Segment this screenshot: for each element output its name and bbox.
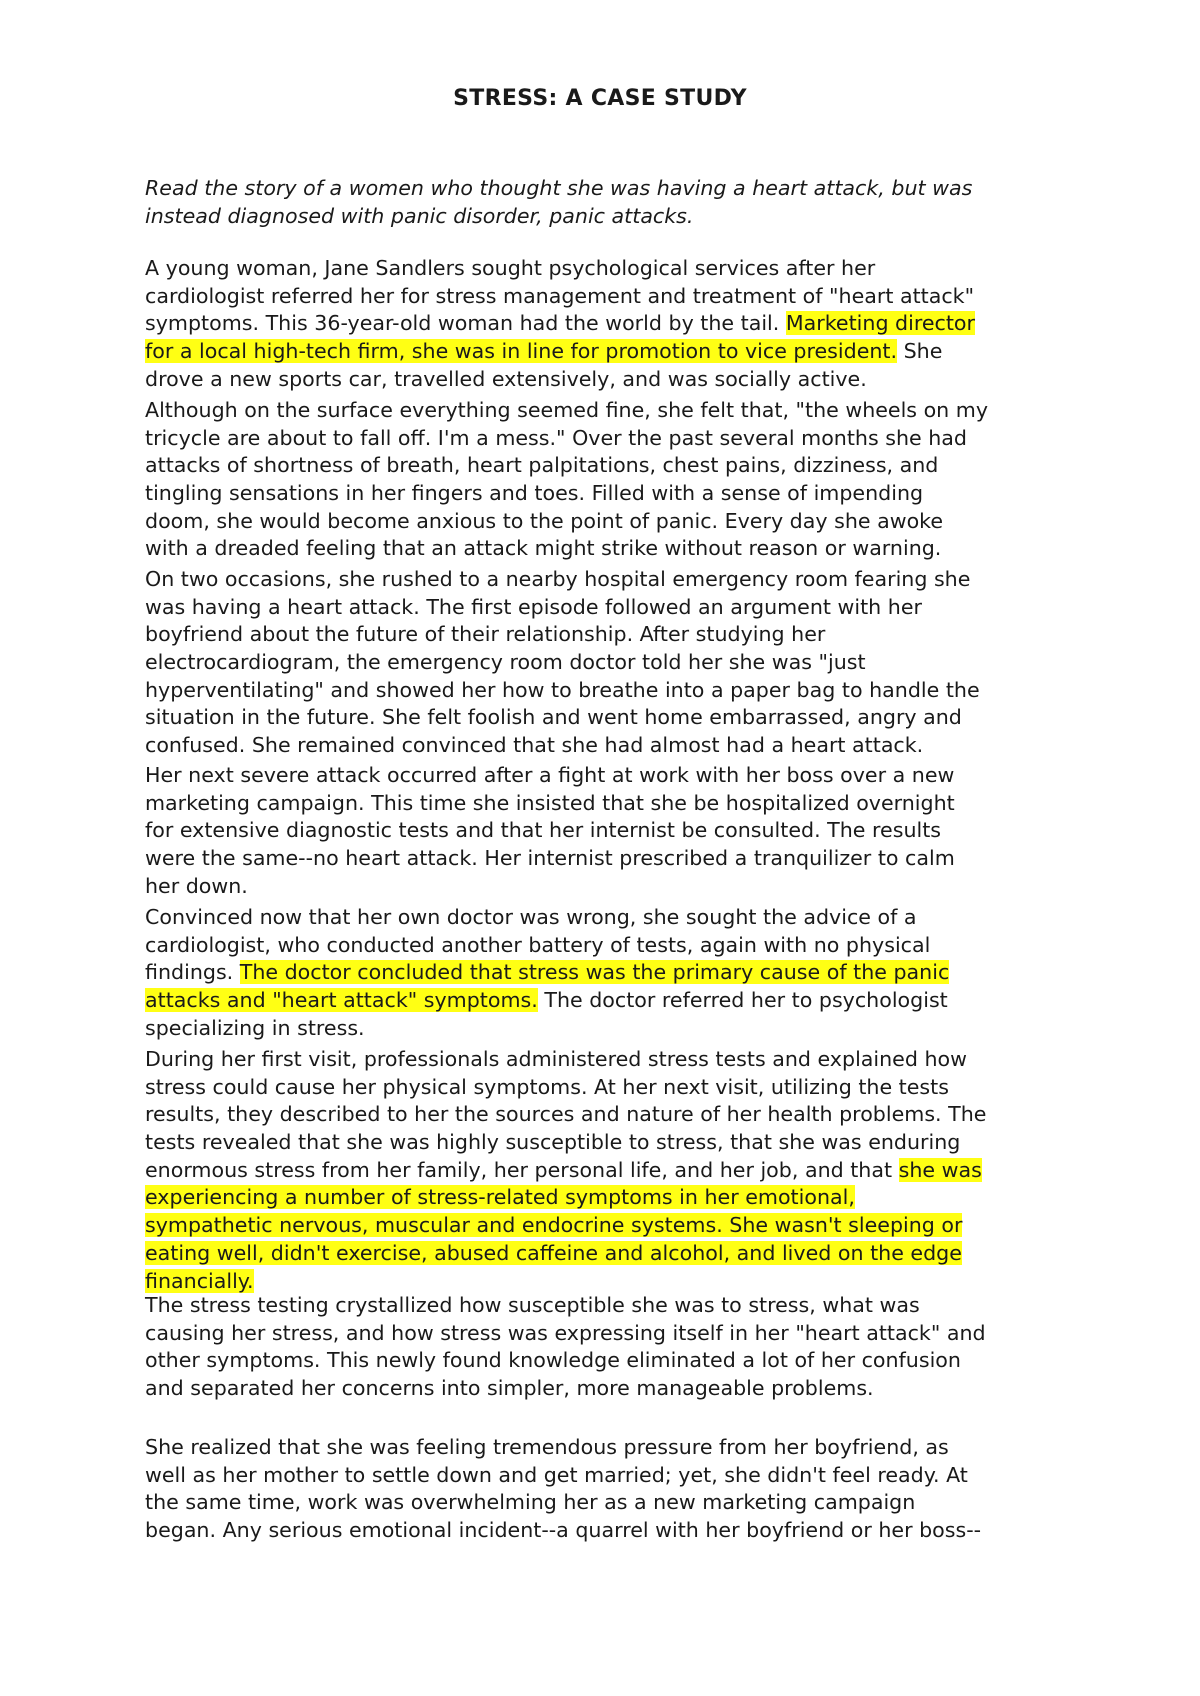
paragraph-line: [145, 366, 1075, 394]
paragraph-line: [145, 1434, 1075, 1462]
text-run: specializing in stress.: [145, 1015, 365, 1040]
paragraph-line: [145, 1375, 1075, 1403]
intro-paragraph: [145, 175, 1075, 230]
paragraph-line: [145, 959, 1075, 987]
text-run: findings.: [145, 960, 240, 985]
paragraph-line: [145, 535, 1075, 563]
text-run: confused. She remained convinced that she had almost had a heart attack.: [145, 733, 924, 758]
text-run: the same time, work was overwhelming her as a new marketing campaign: [145, 1490, 916, 1515]
highlighted-text: financially.: [145, 1268, 254, 1293]
text-run: with a dreaded feeling that an attack might strike without reason or warning.: [145, 536, 942, 561]
text-run: hyperventilating" and showed her how to breathe into a paper bag to handle the: [145, 677, 980, 702]
text-run: On two occasions, she rushed to a nearby hospital emergency room fearing she: [145, 567, 971, 591]
text-run: marketing campaign. This time she insisted that she be hospitalized overnight: [145, 790, 955, 815]
paragraph-line: [145, 732, 1075, 760]
paragraph-line: [145, 1517, 1075, 1545]
paragraph-line: [145, 1074, 1075, 1102]
text-run: for extensive diagnostic tests and that her internist be consulted. The results: [145, 818, 942, 843]
text-run: was having a heart attack. The first episode followed an argument with her: [145, 594, 922, 619]
text-run: stress could cause her physical symptoms. At her next visit, utilizing the tests: [145, 1074, 949, 1099]
text-run: well as her mother to settle down and get married; yet, she didn't feel ready. At: [145, 1462, 968, 1487]
text-run: and separated her concerns into simpler, more manageable problems.: [145, 1376, 874, 1401]
text-run: cardiologist referred her for stress management and treatment of "heart attack": [145, 283, 975, 308]
paragraph-line: [145, 1489, 1075, 1517]
text-run: began. Any serious emotional incident--a quarrel with her boyfriend or her boss--: [145, 1518, 982, 1543]
text-run: A young woman, Jane Sandlers sought psychological services after her: [145, 256, 876, 280]
paragraph-line: [145, 310, 1075, 338]
body-paragraph: [145, 762, 1075, 900]
paragraph-line: [145, 873, 1075, 901]
text-run: During her first visit, professionals administered stress tests and explained how: [145, 1047, 967, 1071]
paragraph-line: [145, 845, 1075, 873]
paragraph-line: [145, 480, 1075, 508]
text-run: The stress testing crystallized how susceptible she was to stress, what was: [145, 1293, 920, 1317]
body-paragraph: [145, 1046, 1075, 1295]
body-paragraph: [145, 566, 1075, 760]
paragraph-line: [145, 594, 1075, 622]
highlighted-text: experiencing a number of stress-related symptoms in her emotional,: [145, 1185, 855, 1210]
paragraph-line: [145, 817, 1075, 845]
text-run: other symptoms. This newly found knowledge eliminated a lot of her confusion: [145, 1348, 961, 1373]
paragraph-line: [145, 1184, 1075, 1212]
paragraph-line: [145, 1157, 1075, 1185]
paragraph-line: [145, 1292, 1075, 1320]
text-run: symptoms. This 36-year-old woman had the world by the tail.: [145, 311, 786, 336]
paragraph-line: [145, 932, 1075, 960]
body-paragraph: [145, 397, 1075, 563]
text-run: tests revealed that she was highly susceptible to stress, that she was enduring: [145, 1130, 961, 1155]
paragraph-line: [145, 1212, 1075, 1240]
highlighted-text: eating well, didn't exercise, abused caffeine and alcohol, and lived on the edge: [145, 1240, 962, 1265]
paragraph-line: [145, 566, 1075, 594]
highlighted-text: Marketing director: [785, 311, 975, 336]
text-run: electrocardiogram, the emergency room doctor told her she was "just: [145, 650, 866, 675]
text-run: Her next severe attack occurred after a fight at work with her boss over a new: [145, 763, 955, 787]
paragraph-line: [145, 1240, 1075, 1268]
paragraph-line: [145, 255, 1075, 283]
highlighted-text: for a local high-tech firm, she was in line for promotion to vice president.: [145, 339, 898, 364]
text-run: tingling sensations in her fingers and toes. Filled with a sense of impending: [145, 481, 924, 506]
text-run: doom, she would become anxious to the point of panic. Every day she awoke: [145, 508, 944, 533]
text-run: situation in the future. She felt foolish and went home embarrassed, angry and: [145, 705, 962, 730]
paragraph-line: [145, 1462, 1075, 1490]
highlighted-text: attacks and "heart attack" symptoms.: [145, 988, 538, 1013]
highlighted-text: she was: [898, 1157, 982, 1182]
paragraph-line: [145, 790, 1075, 818]
paragraph-line: [145, 904, 1075, 932]
paragraph-line: [145, 649, 1075, 677]
text-run: attacks of shortness of breath, heart palpitations, chest pains, dizziness, and: [145, 453, 939, 478]
intro-line: instead diagnosed with panic disorder, panic attacks.: [145, 203, 694, 228]
document-title: STRESS: A CASE STUDY: [453, 86, 747, 111]
text-run: drove a new sports car, travelled extensively, and was socially active.: [145, 366, 867, 391]
paragraph-line: [145, 425, 1075, 453]
text-run: her down.: [145, 873, 248, 898]
paragraph-line: [145, 1015, 1075, 1043]
text-run: causing her stress, and how stress was expressing itself in her "heart attack" and: [145, 1320, 986, 1345]
body-paragraph: [145, 255, 1075, 393]
paragraph-line: [145, 1046, 1075, 1074]
paragraph-line: [145, 452, 1075, 480]
body-paragraph: [145, 1434, 1075, 1545]
paragraph-line: [145, 677, 1075, 705]
paragraph-line: [145, 283, 1075, 311]
text-run: Convinced now that her own doctor was wrong, she sought the advice of a: [145, 905, 917, 929]
text-run: She realized that she was feeling tremendous pressure from her boyfriend, as: [145, 1435, 949, 1459]
text-run: were the same--no heart attack. Her internist prescribed a tranquilizer to calm: [145, 846, 955, 871]
body-paragraph: [145, 1292, 1075, 1403]
text-run: results, they described to her the sources and nature of her health problems. The: [145, 1102, 987, 1127]
paragraph-line: [145, 1101, 1075, 1129]
paragraph-line: [145, 621, 1075, 649]
text-run: She: [897, 339, 943, 364]
text-run: Although on the surface everything seemed fine, she felt that, "the wheels on my: [145, 398, 989, 422]
paragraph-line: [145, 338, 1075, 366]
text-run: boyfriend about the future of their relationship. After studying her: [145, 622, 826, 647]
paragraph-line: [145, 704, 1075, 732]
text-run: tricycle are about to fall off. I'm a mess." Over the past several months she had: [145, 425, 968, 450]
paragraph-line: [145, 1320, 1075, 1348]
paragraph-line: [145, 987, 1075, 1015]
intro-line: Read the story of a women who thought she was having a heart attack, but was: [145, 176, 973, 200]
paragraph-line: [145, 762, 1075, 790]
paragraph-line: [145, 1347, 1075, 1375]
paragraph-line: [145, 508, 1075, 536]
text-run: cardiologist, who conducted another battery of tests, again with no physical: [145, 932, 931, 957]
body-paragraph: [145, 904, 1075, 1042]
paragraph-line: [145, 397, 1075, 425]
highlighted-text: The doctor concluded that stress was the primary cause of the panic: [239, 960, 950, 985]
paragraph-line: [145, 1129, 1075, 1157]
text-run: enormous stress from her family, her personal life, and her job, and that: [145, 1157, 899, 1182]
highlighted-text: sympathetic nervous, muscular and endocrine systems. She wasn't sleeping or: [145, 1213, 963, 1238]
text-run: The doctor referred her to psychologist: [537, 988, 948, 1013]
